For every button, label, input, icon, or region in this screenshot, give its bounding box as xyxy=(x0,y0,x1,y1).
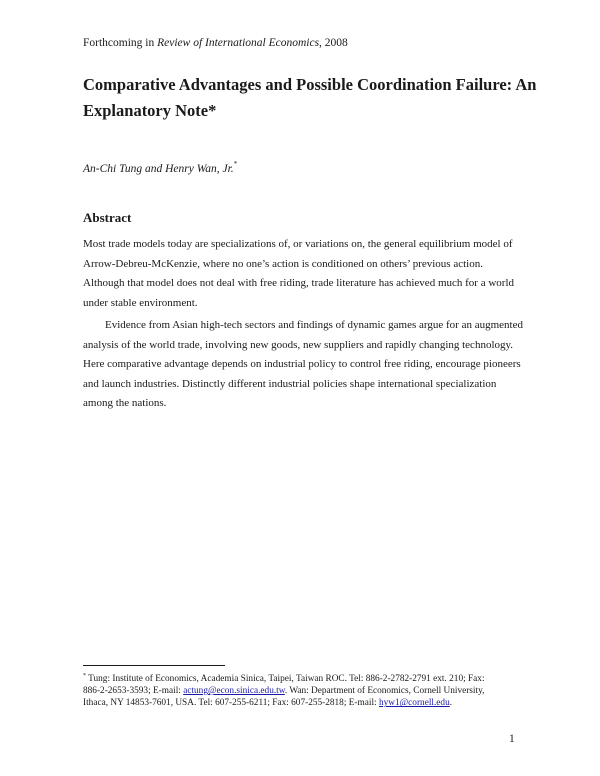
abstract-paragraph-1 xyxy=(83,235,523,313)
footnote-line-1 xyxy=(83,670,533,685)
footnote-text: Ithaca, NY 14853-7601, USA. Tel: 607-255-6211; Fax: 607-255-2818; E-mail: xyxy=(83,698,379,709)
abstract-line: Evidence from Asian high-tech sectors and findings of dynamic games argue for an augmented xyxy=(105,319,523,331)
author-footnote-mark: * xyxy=(233,160,238,168)
title-line-1: Comparative Advantages and Possible Coordination Failure: An xyxy=(83,75,537,94)
abstract-line: and launch industries. Distinctly different industrial policies shape international specialization xyxy=(83,377,497,390)
footnote-text: . xyxy=(449,698,453,709)
abstract-line: Most trade models today are specializations of, or variations on, the general equilibrium model of xyxy=(83,238,513,250)
author-line xyxy=(83,157,237,176)
abstract-line: analysis of the world trade, involving new goods, new suppliers and rapidly changing technology. xyxy=(83,338,514,351)
title-line-2: Explanatory Note* xyxy=(83,101,217,120)
footnote xyxy=(83,670,533,710)
author-names: An-Chi Tung and Henry Wan, Jr. xyxy=(83,163,234,175)
header-year: , 2008 xyxy=(319,37,348,49)
footnote-mark: * xyxy=(83,673,86,679)
email-link-wan[interactable]: hyw1@cornell.edu xyxy=(378,698,450,709)
abstract-line: under stable environment. xyxy=(83,296,198,309)
journal-name: Review of International Economics xyxy=(157,37,320,49)
footnote-text: . Wan: Department of Economics, Cornell University, xyxy=(284,686,485,697)
abstract-line: Although that model does not deal with free riding, trade literature has achieved much for a world xyxy=(83,277,514,289)
abstract-heading: Abstract xyxy=(83,210,132,225)
footnote-text: Tung: Institute of Economics, Academia Sinica, Taipei, Taiwan ROC. Tel: 886-2-2782-2791 ext. 210; Fax: xyxy=(86,674,485,684)
email-link-tung[interactable]: actung@econ.sinica.edu.tw xyxy=(183,686,285,697)
footnote-line-2 xyxy=(83,685,533,697)
footnote-line-3 xyxy=(83,697,533,709)
paper-title xyxy=(83,72,543,124)
abstract-paragraph-2 xyxy=(83,316,523,414)
header-prefix: Forthcoming in xyxy=(83,37,158,49)
abstract-line: Arrow-Debreu-McKenzie, where no one’s action is conditioned on others’ previous action. xyxy=(83,257,483,270)
abstract-line: Here comparative advantage depends on industrial policy to control free riding, encourage pioneers xyxy=(83,358,521,370)
running-header xyxy=(83,36,348,50)
footnote-text: 886-2-2653-3593; E-mail: xyxy=(83,686,184,697)
abstract-line: among the nations. xyxy=(83,397,167,409)
page-number: 1 xyxy=(509,733,515,745)
footnote-divider xyxy=(83,665,225,666)
